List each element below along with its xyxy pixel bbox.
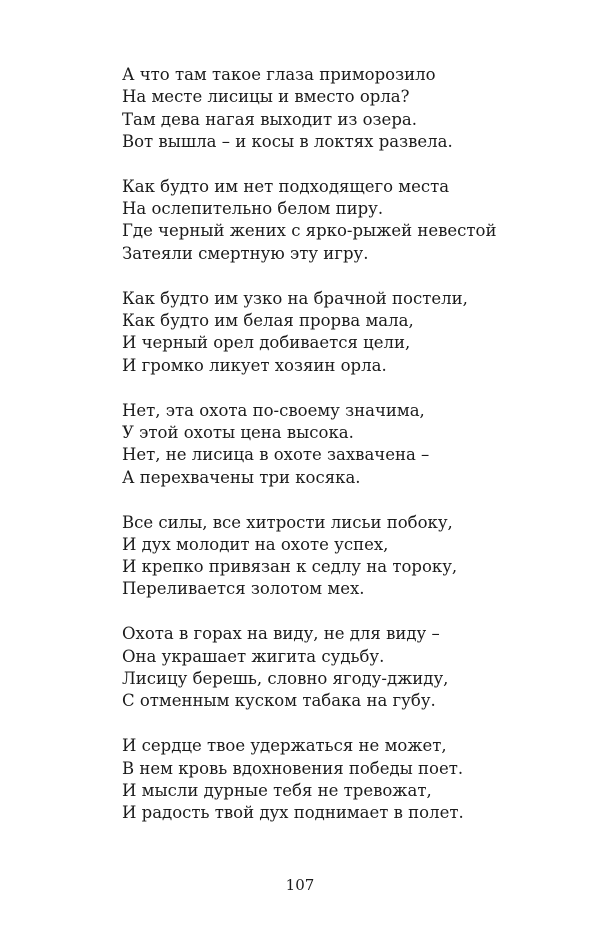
poem-line: Где черный жених с ярко-рыжей невестой <box>122 221 497 241</box>
poem-line: А перехвачены три косяка. <box>122 467 361 487</box>
stanza-1 <box>122 64 582 153</box>
stanza-4 <box>122 400 582 489</box>
poem-line: На ослепительно белом пиру. <box>122 199 384 219</box>
page-number: 107 <box>285 876 315 894</box>
poem-line: И черный орел добивается цели, <box>122 333 411 353</box>
poem-line: Там дева нагая выходит из озера. <box>122 109 417 129</box>
poem-line: И крепко привязан к седлу на тороку, <box>122 557 458 577</box>
poem-line: Вот вышла – и косы в локтях развела. <box>122 131 453 151</box>
poem-line: Все силы, все хитрости лисьи побоку, <box>122 512 453 532</box>
stanza-2 <box>122 176 582 265</box>
poem-line: А что там такое глаза приморозило <box>122 65 436 84</box>
poem-line: И дух молодит на охоте успех, <box>122 534 389 554</box>
poem-line: В нем кровь вдохновения победы поет. <box>122 758 464 778</box>
poem-line: Нет, эта охота по-своему значима, <box>122 400 425 420</box>
stanza-7 <box>122 735 582 824</box>
poem-line: Она украшает жигита судьбу. <box>122 646 385 666</box>
poem-text <box>122 64 582 847</box>
poem-line: У этой охоты цена высока. <box>122 422 354 442</box>
poem-line: На месте лисицы и вместо орла? <box>122 87 410 107</box>
poem-line: И радость твой дух поднимает в полет. <box>122 803 464 823</box>
poem-line: Лисицу берешь, словно ягоду-джиду, <box>122 668 449 688</box>
poem-line: Как будто им нет подходящего места <box>122 176 450 196</box>
poem-line: Нет, не лисица в охоте захвачена – <box>122 445 430 465</box>
poem-line: И мысли дурные тебя не тревожат, <box>122 780 432 800</box>
poem-line: И громко ликует хозяин орла. <box>122 355 387 375</box>
poem-line: И сердце твое удержаться не может, <box>122 736 447 756</box>
stanza-3 <box>122 288 582 377</box>
poem-line: Переливается золотом мех. <box>122 579 365 599</box>
poem-line: Затеяли смертную эту игру. <box>122 243 369 263</box>
stanza-5 <box>122 512 582 601</box>
poem-line: Охота в горах на виду, не для виду – <box>122 624 440 644</box>
poem-line: Как будто им белая прорва мала, <box>122 311 414 331</box>
stanza-6 <box>122 623 582 712</box>
poem-line: Как будто им узко на брачной постели, <box>122 288 468 308</box>
poem-line: С отменным куском табака на губу. <box>122 691 436 711</box>
